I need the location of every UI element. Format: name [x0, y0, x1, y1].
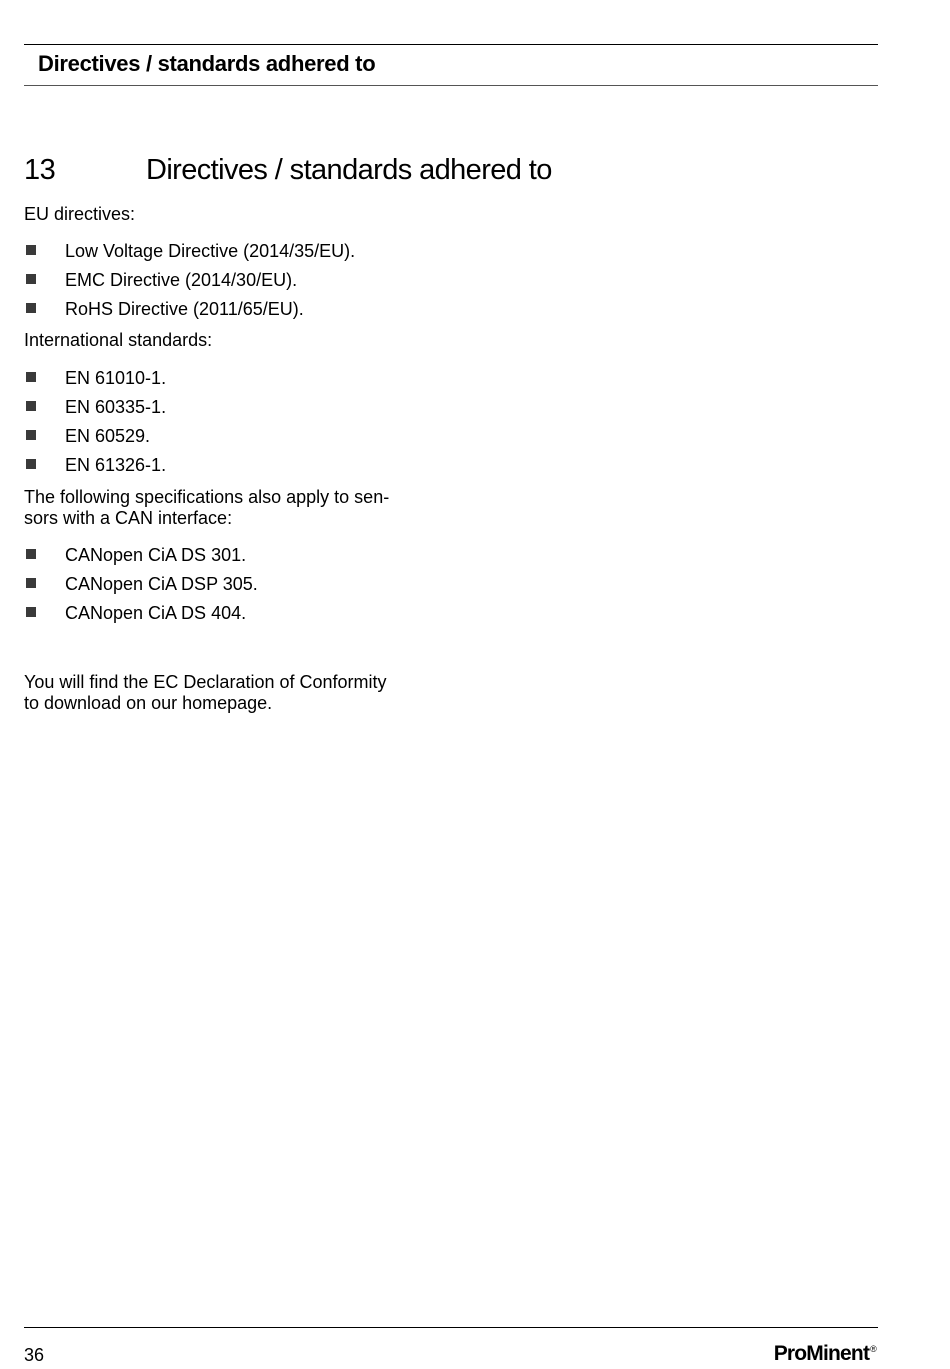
- eu-directives-list: [24, 241, 424, 328]
- list-item-text: EN 60335-1.: [65, 397, 167, 417]
- list-item: [24, 545, 424, 574]
- bullet-square-icon: [26, 578, 36, 588]
- list-item: [24, 397, 424, 426]
- running-header-title: Directives / standards adhered to: [38, 51, 376, 76]
- page-footer: [24, 1327, 878, 1369]
- list-item-text: RoHS Directive (2011/65/EU).: [65, 299, 304, 319]
- chapter-heading: [24, 154, 884, 194]
- bullet-square-icon: [26, 245, 36, 255]
- list-item: [24, 426, 424, 455]
- list-item: [24, 603, 424, 632]
- can-intro-line-1: The following specifications also apply to sen-: [24, 487, 390, 507]
- list-item-text: CANopen CiA DSP 305.: [65, 574, 258, 594]
- bullet-square-icon: [26, 372, 36, 382]
- list-item: [24, 270, 424, 299]
- can-intro-line-2: sors with a CAN interface:: [24, 508, 233, 528]
- list-item: [24, 455, 424, 484]
- list-item-text: EN 60529.: [65, 426, 151, 446]
- prominent-logo: [774, 1342, 876, 1366]
- bullet-square-icon: [26, 607, 36, 617]
- list-item-text: CANopen CiA DS 404.: [65, 603, 247, 623]
- declaration-note-line-1: You will find the EC Declaration of Conformity: [24, 672, 387, 692]
- running-header: [24, 44, 878, 86]
- declaration-note-line-2: to download on our homepage.: [24, 693, 273, 713]
- page-number: 36: [24, 1345, 45, 1365]
- international-standards-list: [24, 368, 424, 484]
- chapter-number: 13: [24, 154, 56, 186]
- list-item-text: EN 61010-1.: [65, 368, 167, 388]
- list-item: [24, 368, 424, 397]
- list-item-text: EN 61326-1.: [65, 455, 167, 475]
- registered-mark: ®: [870, 1344, 876, 1354]
- declaration-note: [24, 672, 424, 714]
- bullet-square-icon: [26, 303, 36, 313]
- list-item: [24, 299, 424, 328]
- logo-text-minent: Minent: [806, 1342, 870, 1365]
- eu-directives-intro: EU directives:: [24, 204, 136, 224]
- bullet-square-icon: [26, 459, 36, 469]
- bullet-square-icon: [26, 401, 36, 411]
- bullet-square-icon: [26, 430, 36, 440]
- can-specifications-intro: [24, 487, 424, 529]
- page-content: [24, 204, 424, 714]
- list-item-text: EMC Directive (2014/30/EU).: [65, 270, 298, 290]
- list-item: [24, 574, 424, 603]
- international-standards-intro: International standards:: [24, 330, 213, 350]
- bullet-square-icon: [26, 274, 36, 284]
- chapter-title: Directives / standards adhered to: [146, 154, 552, 186]
- bullet-square-icon: [26, 549, 36, 559]
- list-item-text: Low Voltage Directive (2014/35/EU).: [65, 241, 356, 261]
- can-specifications-list: [24, 545, 424, 632]
- list-item-text: CANopen CiA DS 301.: [65, 545, 247, 565]
- list-item: [24, 241, 424, 270]
- logo-text-pro: Pro: [773, 1342, 807, 1365]
